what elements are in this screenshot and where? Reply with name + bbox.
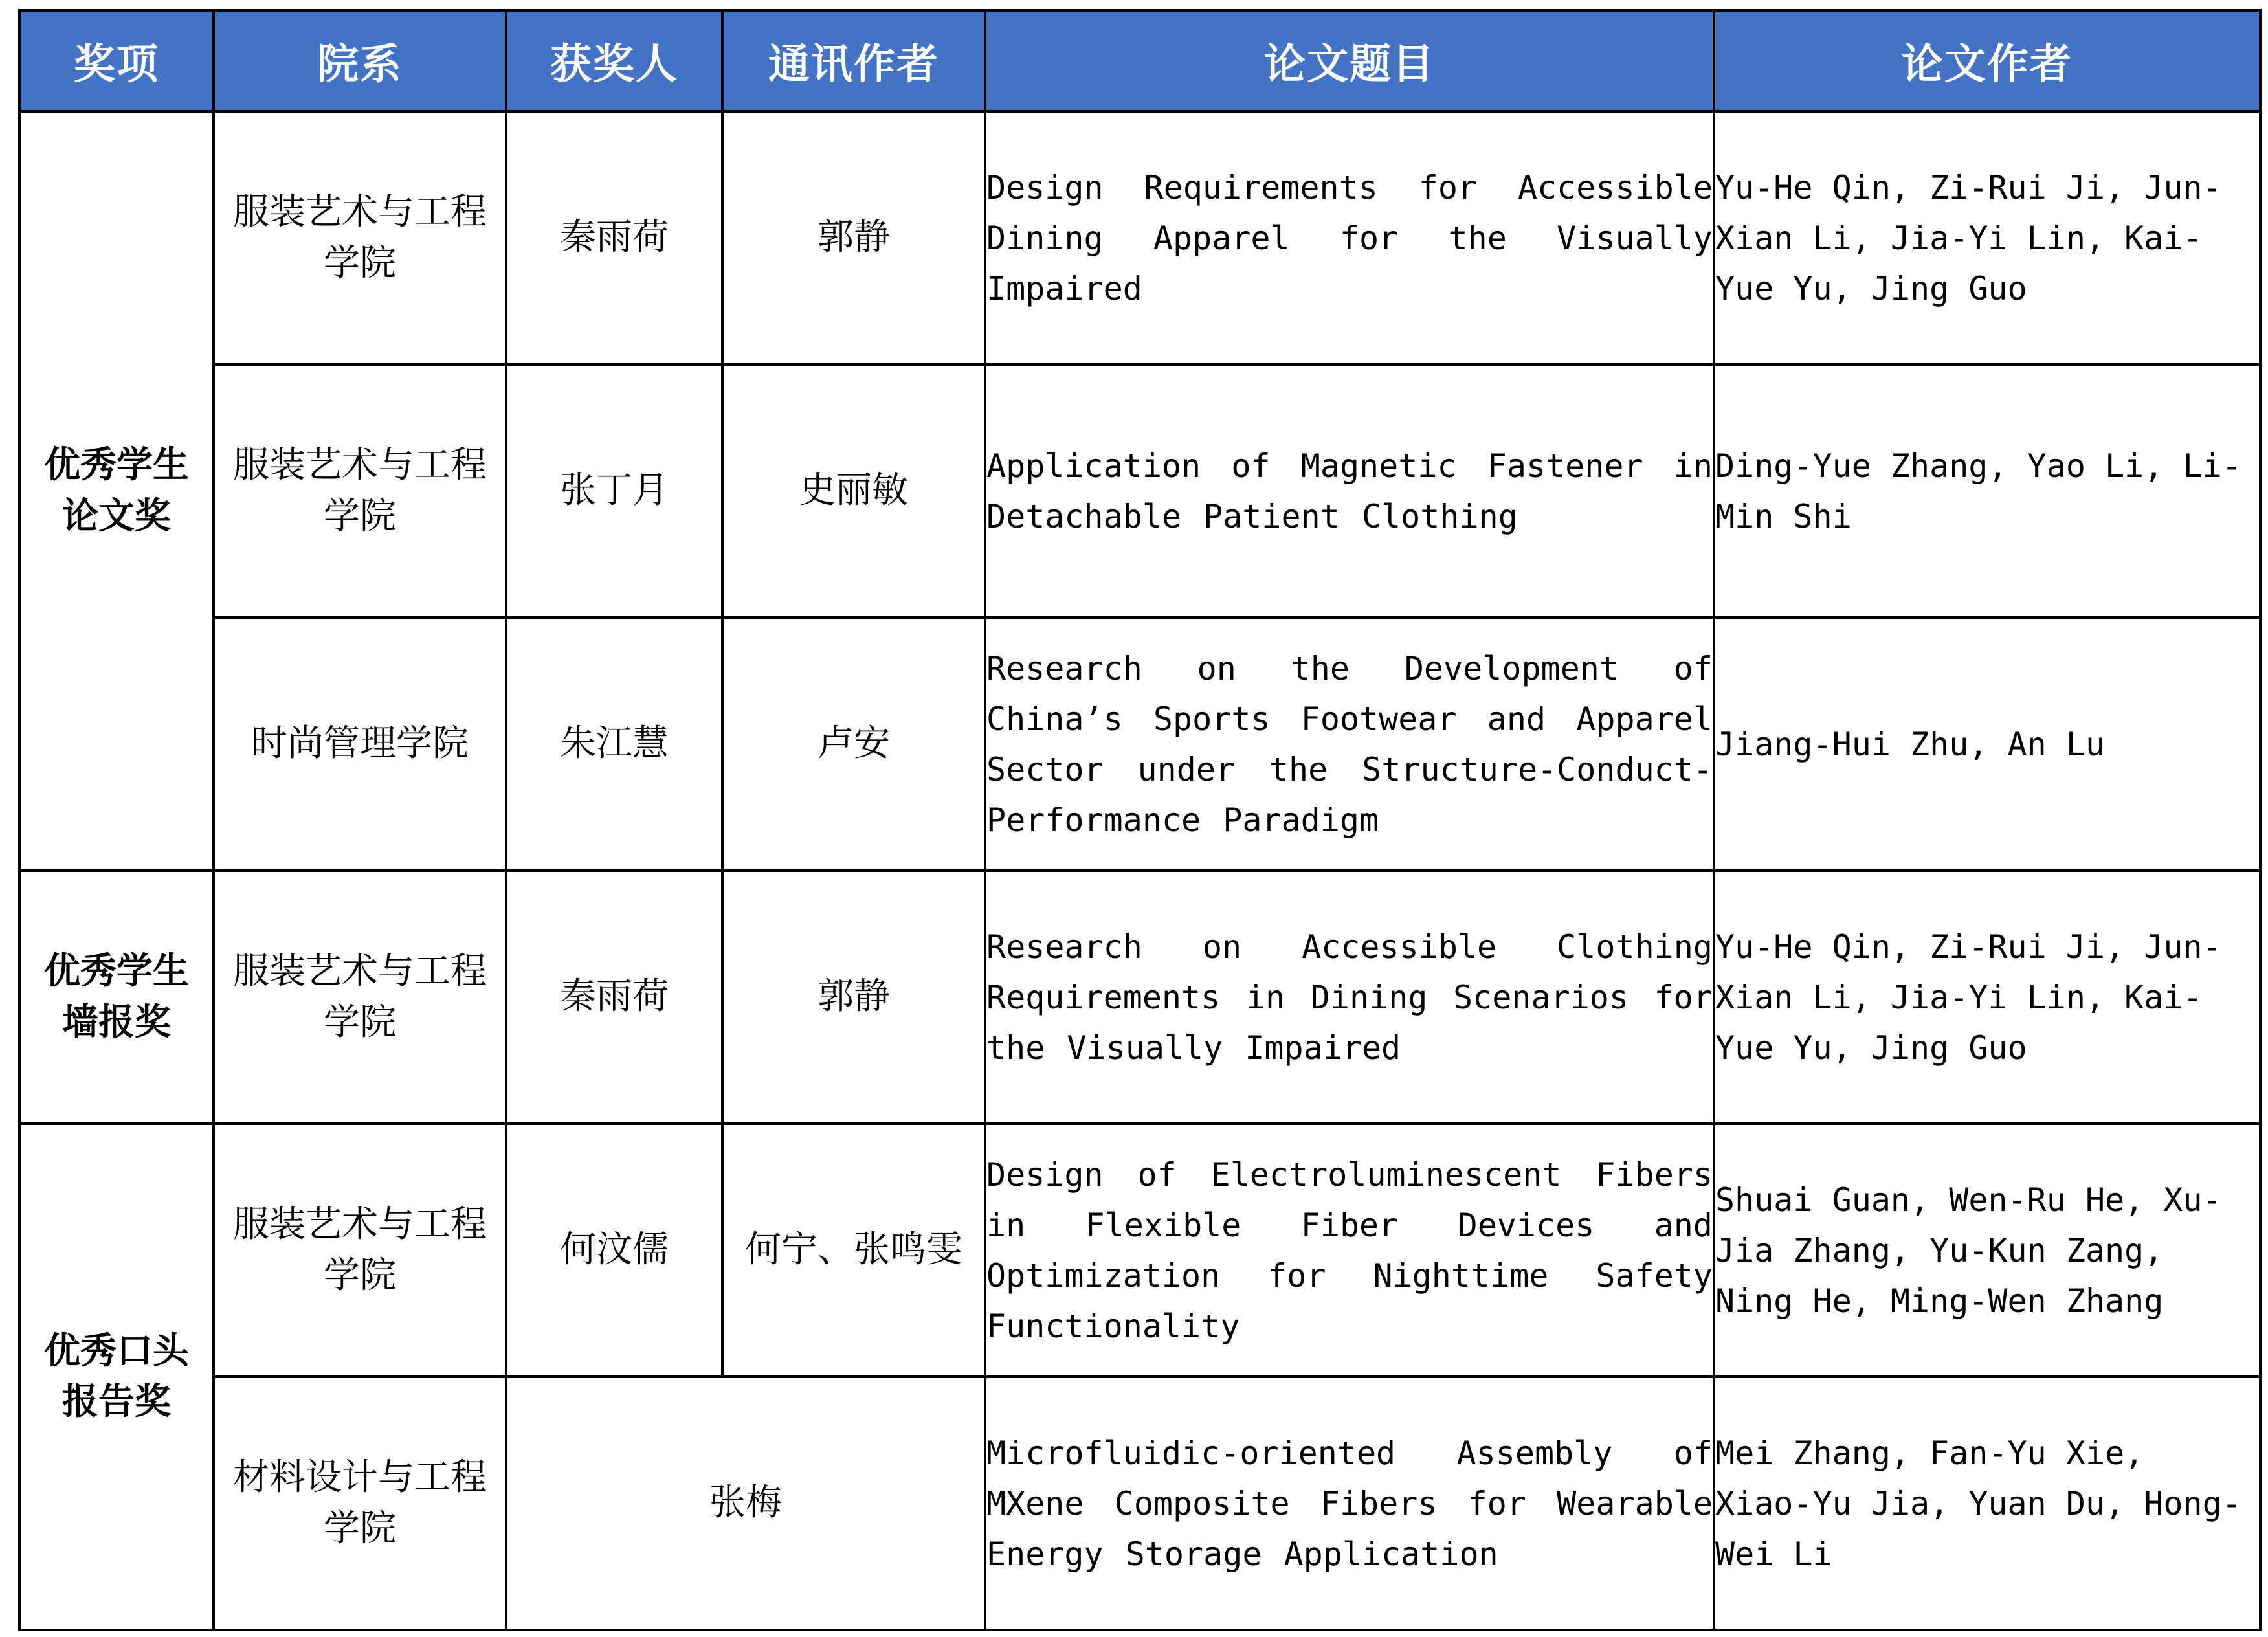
award-label: 优秀学生墙报奖 (44, 950, 189, 1043)
corresponding-author-cell: 何宁、张鸣雯 (722, 1124, 985, 1377)
table-row (19, 618, 2260, 871)
paper-authors-cell: Jiang-Hui Zhu, An Lu (1714, 618, 2260, 871)
department-label: 服装艺术与工程学院 (233, 950, 487, 1043)
department-cell (214, 618, 506, 871)
award-label: 优秀口头报告奖 (44, 1330, 189, 1423)
award-cell (19, 111, 214, 871)
header-paper-title: 论文题目 (985, 10, 1714, 111)
winner-cell: 何汶儒 (506, 1124, 722, 1377)
header-row (19, 10, 2260, 111)
header-paper-authors: 论文作者 (1714, 10, 2260, 111)
winner-corresponding-cell: 张梅 (506, 1377, 985, 1630)
header-department: 院系 (214, 10, 506, 111)
department-cell (214, 1124, 506, 1377)
award-cell (19, 871, 214, 1124)
table-body (19, 111, 2260, 1630)
paper-authors-cell: Mei Zhang, Fan-Yu Xie, Xiao-Yu Jia, Yuan Du, Hong-Wei Li (1714, 1377, 2260, 1630)
paper-title-cell: Research on Accessible Clothing Requirements in Dining Scenarios for the Visually Impaired (985, 871, 1714, 1124)
awards-table (18, 9, 2262, 1631)
header-award: 奖项 (19, 10, 214, 111)
table-row (19, 364, 2260, 618)
paper-authors-cell: Yu-He Qin, Zi-Rui Ji, Jun-Xian Li, Jia-Yi Lin, Kai-Yue Yu, Jing Guo (1714, 871, 2260, 1124)
table-row (19, 1377, 2260, 1630)
corresponding-author-cell: 郭静 (722, 111, 985, 364)
department-cell (214, 111, 506, 364)
corresponding-author-cell: 卢安 (722, 618, 985, 871)
table-row (19, 871, 2260, 1124)
department-cell (214, 1377, 506, 1630)
winner-cell: 秦雨荷 (506, 871, 722, 1124)
corresponding-author-cell: 郭静 (722, 871, 985, 1124)
corresponding-author-cell: 史丽敏 (722, 364, 985, 618)
winner-cell: 秦雨荷 (506, 111, 722, 364)
department-label: 服装艺术与工程学院 (233, 444, 487, 537)
paper-title-cell: Microfluidic-oriented Assembly of MXene Composite Fibers for Wearable Energy Storage Application (985, 1377, 1714, 1630)
department-label: 服装艺术与工程学院 (233, 191, 487, 284)
paper-authors-cell: Yu-He Qin, Zi-Rui Ji, Jun-Xian Li, Jia-Yi Lin, Kai-Yue Yu, Jing Guo (1714, 111, 2260, 364)
department-label: 时尚管理学院 (251, 722, 469, 765)
paper-title-cell: Application of Magnetic Fastener in Detachable Patient Clothing (985, 364, 1714, 618)
table-row (19, 1124, 2260, 1377)
header-winner: 获奖人 (506, 10, 722, 111)
paper-title-cell: Design Requirements for Accessible Dining Apparel for the Visually Impaired (985, 111, 1714, 364)
paper-title-cell: Design of Electroluminescent Fibers in Flexible Fiber Devices and Optimization for Nighttime Safety Functionality (985, 1124, 1714, 1377)
winner-cell: 朱江慧 (506, 618, 722, 871)
paper-authors-cell: Shuai Guan, Wen-Ru He, Xu-Jia Zhang, Yu-Kun Zang, Ning He, Ming-Wen Zhang (1714, 1124, 2260, 1377)
department-cell (214, 871, 506, 1124)
table-row (19, 111, 2260, 364)
department-cell (214, 364, 506, 618)
paper-title-cell: Research on the Development of China’s Sports Footwear and Apparel Sector under the Structure-Conduct-Performance Paradigm (985, 618, 1714, 871)
award-label: 优秀学生论文奖 (44, 444, 189, 537)
department-label: 服装艺术与工程学院 (233, 1203, 487, 1297)
award-cell (19, 1124, 214, 1630)
department-label: 材料设计与工程学院 (233, 1456, 487, 1550)
winner-cell: 张丁月 (506, 364, 722, 618)
header-corresponding-author: 通讯作者 (722, 10, 985, 111)
paper-authors-cell: Ding-Yue Zhang, Yao Li, Li-Min Shi (1714, 364, 2260, 618)
table-header (19, 10, 2260, 111)
